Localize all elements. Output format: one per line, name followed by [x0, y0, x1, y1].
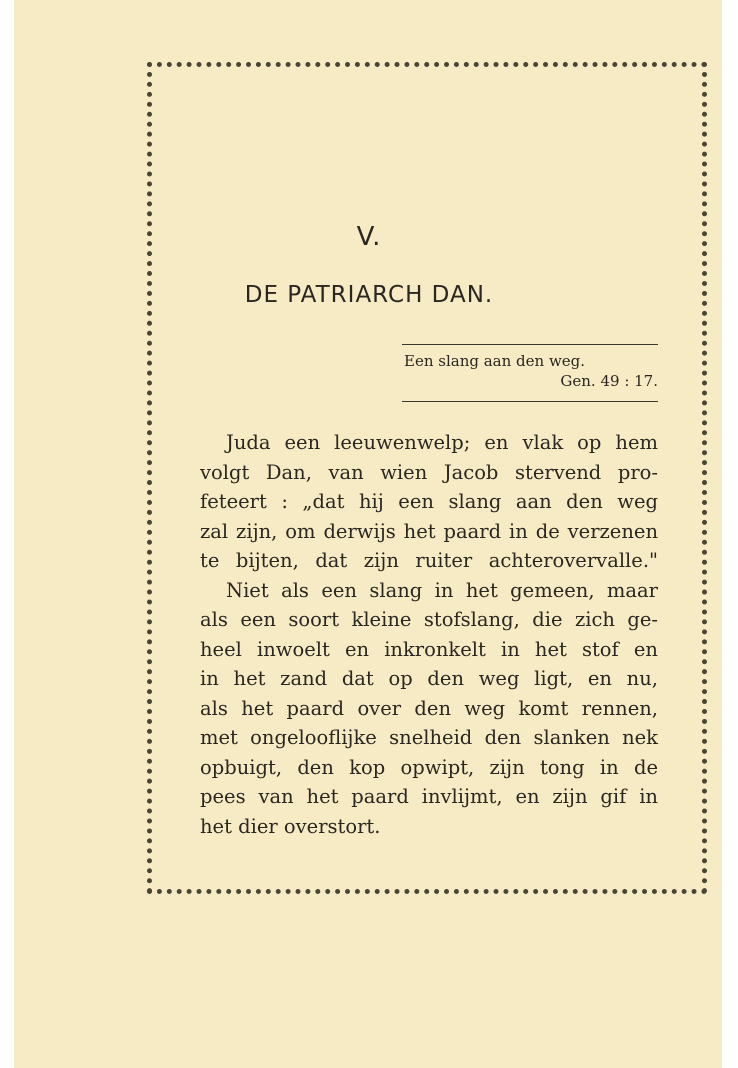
epigraph	[402, 351, 658, 391]
epigraph-rule-top	[402, 344, 658, 345]
text-line: als het paard over den weg komt rennen,	[200, 696, 658, 720]
chapter-number: V.	[356, 222, 382, 252]
text-line: heel inwoelt en inkronkelt in het stof en	[200, 637, 658, 661]
text-line: het dier overstort.	[200, 814, 381, 838]
text-line: feteert : „dat hij een slang aan den weg	[200, 490, 658, 513]
text-line: pees van het paard invlijmt, en zijn gif in	[200, 785, 658, 808]
epigraph-quote: Een slang aan den weg.	[404, 352, 586, 370]
text-line: Niet als een slang in het gemeen, maar	[226, 578, 658, 602]
text-line: volgt Dan, van wien Jacob stervend pro-	[200, 460, 658, 484]
text-line: te bijten, dat zijn ruiter achterovervalle."	[200, 549, 658, 572]
text-line: zal zijn, om derwijs het paard in de verzenen	[200, 519, 658, 543]
text-line: Juda een leeuwenwelp; en vlak op hem	[226, 431, 658, 454]
epigraph-reference: Gen. 49 : 17.	[560, 372, 658, 390]
text-line: als een soort kleine stofslang, die zich ge-	[200, 608, 658, 631]
body-text	[200, 428, 658, 841]
text-line: opbuigt, den kop opwipt, zijn tong in de	[200, 755, 658, 779]
paragraph-1	[200, 428, 658, 576]
epigraph-rule-bottom	[402, 401, 658, 402]
text-line: met ongelooflijke snelheid den slanken nek	[200, 726, 658, 749]
chapter-title: DE PATRIARCH DAN.	[244, 282, 494, 308]
paragraph-2	[200, 576, 658, 842]
text-line: in het zand dat op den weg ligt, en nu,	[200, 667, 658, 690]
